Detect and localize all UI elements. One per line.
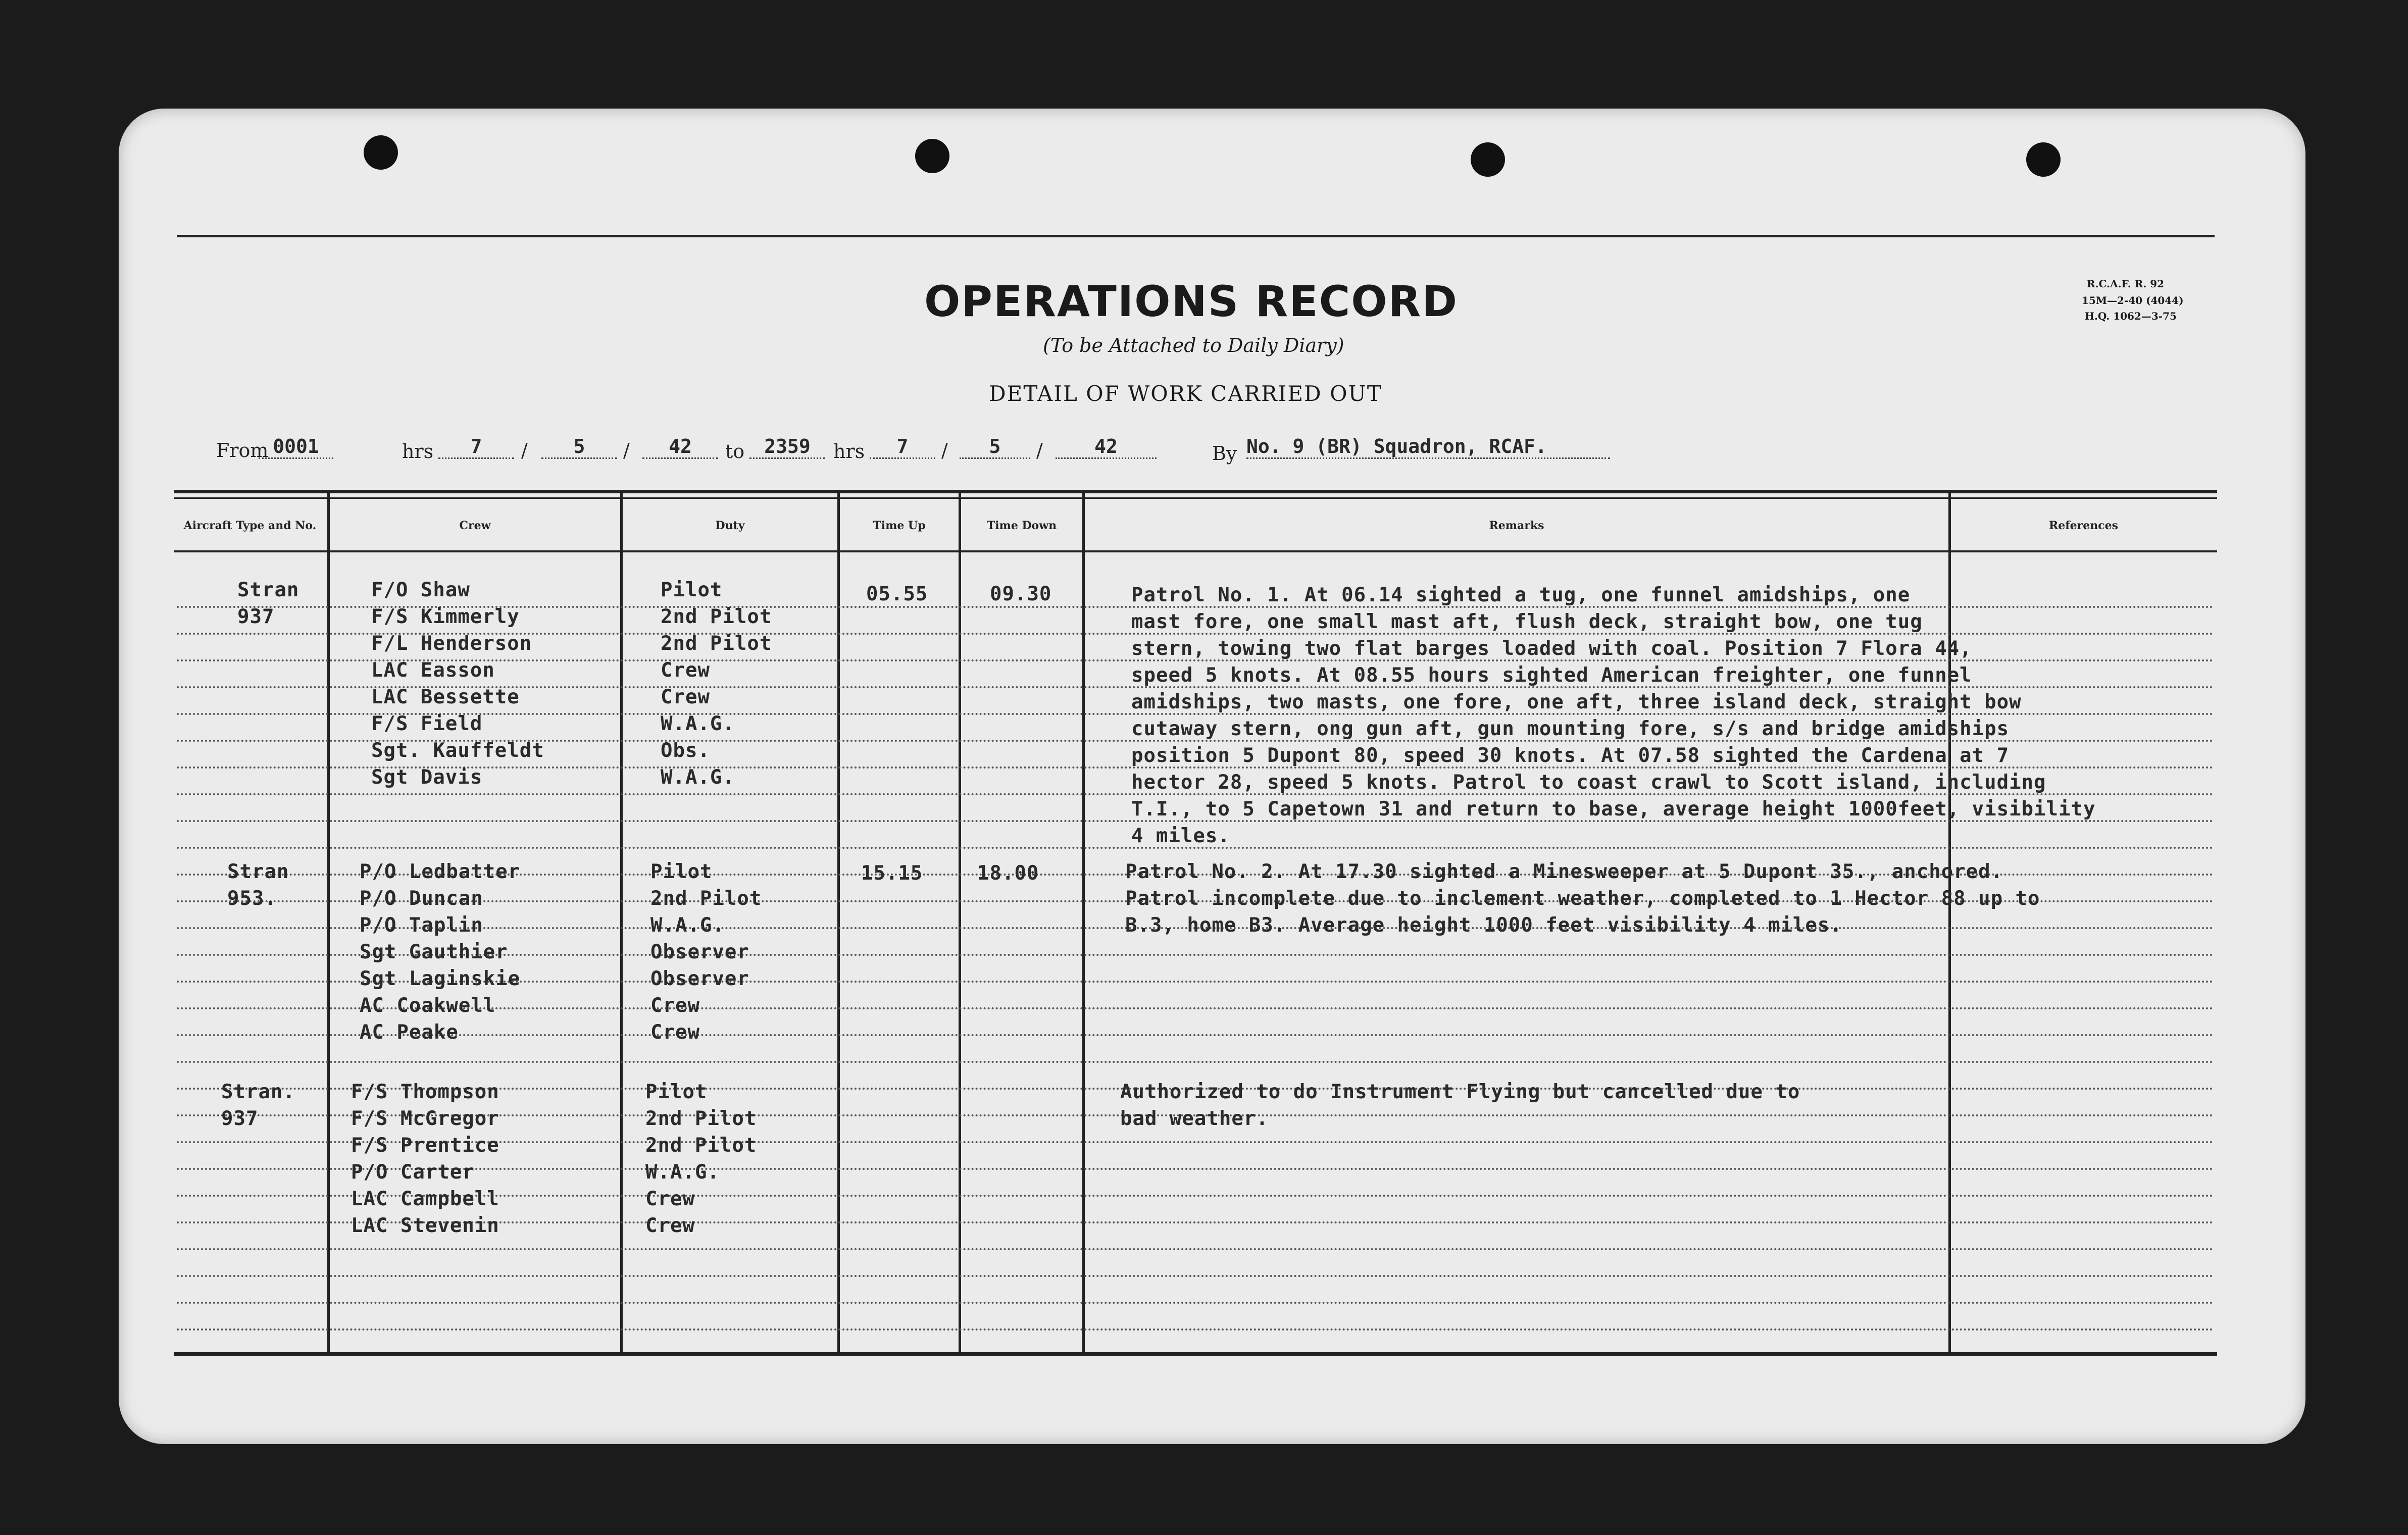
crew-member: F/L Henderson — [371, 632, 532, 655]
entry-1-aircraft — [237, 577, 299, 630]
to-label: to — [725, 440, 745, 463]
crew-member: P/O Taplin — [360, 914, 483, 937]
remark-line: position 5 Dupont 80, speed 30 knots. At 07.58 sighted the Cardena at 7 — [1131, 744, 2010, 767]
from-slash-1: / — [521, 439, 528, 462]
entry-1-time-up: 05.55 — [866, 583, 928, 605]
col-header-duty: Duty — [715, 519, 745, 532]
col-header-references: References — [2048, 519, 2119, 532]
ruled-line — [177, 1275, 2215, 1277]
to-time: 2359 — [749, 435, 825, 459]
remark-line: amidships, two masts, one fore, one aft, three island deck, straight bow — [1131, 691, 2022, 713]
duty: Pilot — [645, 1081, 708, 1103]
entry-2-time-up: 15.15 — [861, 862, 923, 885]
table-top-rule — [174, 490, 2217, 493]
aircraft-type: Stran — [227, 860, 289, 883]
crew-member: P/O Duncan — [360, 887, 483, 910]
crew-member: LAC Campbell — [351, 1188, 499, 1210]
to-year: 42 — [1056, 435, 1157, 459]
duty: Crew — [650, 1021, 700, 1044]
top-rule — [177, 235, 2215, 237]
from-time: 0001 — [259, 435, 333, 459]
table-bottom-rule — [174, 1352, 2217, 1356]
remark-line: hector 28, speed 5 knots. Patrol to coast crawl to Scott island, including — [1131, 771, 2046, 794]
entry-1-crew — [371, 577, 544, 791]
duty: Observer — [650, 941, 749, 963]
duty: Crew — [661, 686, 710, 708]
col-divider-1 — [327, 492, 330, 1353]
col-header-time-down: Time Down — [986, 519, 1057, 532]
entry-3-duty — [645, 1079, 757, 1239]
remark-line: cutaway stern, ong gun aft, gun mounting fore, s/s and bridge amidships — [1131, 718, 2010, 740]
aircraft-number: 937 — [237, 605, 275, 628]
duty: W.A.G. — [645, 1161, 720, 1184]
from-slash-2: / — [623, 439, 630, 462]
crew-member: LAC Stevenin — [351, 1214, 499, 1237]
aircraft-number: 953. — [227, 887, 277, 910]
entry-3-crew — [351, 1079, 499, 1239]
remark-line: Patrol incomplete due to inclement weather, completed to 1 Hector 88 up to — [1125, 887, 2040, 910]
col-header-time-up: Time Up — [873, 519, 926, 532]
entry-2-remarks — [1125, 858, 2040, 939]
remark-line: 4 miles. — [1131, 825, 1230, 847]
duty: Crew — [661, 659, 710, 682]
col-divider-2 — [620, 492, 623, 1353]
form-id-2: 15M—2-40 (4044) — [2082, 294, 2184, 306]
remark-line: T.I., to 5 Capetown 31 and return to base, average height 1000feet, visibility — [1131, 798, 2096, 821]
remark-line: Patrol No. 1. At 06.14 sighted a tug, one funnel amidships, one — [1131, 584, 1911, 606]
ruled-line — [177, 1328, 2215, 1331]
entry-1-time-down: 09.30 — [990, 583, 1052, 605]
aircraft-type: Stran — [237, 579, 299, 601]
remark-line: Authorized to do Instrument Flying but cancelled due to — [1120, 1081, 1800, 1103]
duty: Obs. — [661, 739, 710, 762]
crew-member: Sgt Davis — [371, 766, 483, 789]
page-subtitle: (To be Attached to Daily Diary) — [1043, 334, 1344, 356]
duty: Crew — [645, 1188, 695, 1210]
from-year: 42 — [642, 435, 718, 459]
from-label: From — [216, 439, 269, 462]
duty: Crew — [645, 1214, 695, 1237]
crew-member: F/S Thompson — [351, 1081, 499, 1103]
to-day: 7 — [870, 435, 935, 459]
to-month: 5 — [960, 435, 1030, 459]
duty: W.A.G. — [661, 766, 735, 789]
col-header-remarks: Remarks — [1489, 519, 1544, 532]
crew-member: P/O Carter — [351, 1161, 475, 1184]
crew-member: LAC Easson — [371, 659, 495, 682]
crew-member: F/S McGregor — [351, 1107, 499, 1130]
ruled-line — [177, 1061, 2215, 1063]
duty: 2nd Pilot — [650, 887, 762, 910]
duty: 2nd Pilot — [645, 1134, 757, 1157]
crew-member: F/S Kimmerly — [371, 605, 520, 628]
aircraft-type: Stran. — [221, 1081, 295, 1103]
duty: 2nd Pilot — [661, 605, 772, 628]
crew-member: Sgt Laginskie — [360, 967, 521, 990]
duty: Observer — [650, 967, 749, 990]
crew-member: P/O Ledbatter — [360, 860, 521, 883]
form-id-3: H.Q. 1062—3-75 — [2085, 310, 2177, 322]
duty: Pilot — [650, 860, 713, 883]
col-header-aircraft: Aircraft Type and No. — [183, 519, 317, 532]
entry-2-aircraft — [227, 858, 289, 912]
crew-member: Sgt Gauthier — [360, 941, 508, 963]
crew-member: F/O Shaw — [371, 579, 470, 601]
punch-hole-2 — [915, 139, 949, 173]
duty: 2nd Pilot — [645, 1107, 757, 1130]
remark-line: Patrol No. 2. At 17.30 sighted a Minesweeper at 5 Dupont 35., anchored. — [1125, 860, 2003, 883]
crew-member: F/S Field — [371, 712, 483, 735]
entry-1-remarks — [1131, 582, 2095, 849]
entry-2-duty — [650, 858, 762, 1046]
duty: Pilot — [661, 579, 723, 601]
entry-3-remarks — [1120, 1079, 1800, 1132]
col-divider-3 — [837, 492, 840, 1353]
from-day: 7 — [438, 435, 514, 459]
duty: 2nd Pilot — [661, 632, 772, 655]
page-title: OPERATIONS RECORD — [924, 277, 1459, 326]
to-slash-2: / — [1036, 439, 1043, 462]
punch-hole-1 — [364, 135, 398, 170]
crew-member: Sgt. Kauffeldt — [371, 739, 544, 762]
entry-2-crew — [360, 858, 520, 1046]
punch-hole-3 — [1471, 142, 1505, 177]
from-hrs-label: hrs — [402, 440, 434, 463]
ruled-line — [177, 1248, 2215, 1250]
ruled-line — [177, 1302, 2215, 1304]
entry-1-duty — [661, 577, 772, 791]
duty: W.A.G. — [650, 914, 725, 937]
crew-member: AC Peake — [360, 1021, 459, 1044]
remark-line: B.3, home B3. Average height 1000 feet visibility 4 miles. — [1125, 914, 1842, 937]
duty: Crew — [650, 994, 700, 1017]
to-slash-1: / — [941, 439, 948, 462]
entry-3-aircraft — [221, 1079, 295, 1132]
col-divider-4 — [959, 492, 961, 1353]
col-divider-5 — [1082, 492, 1085, 1353]
form-id-1: R.C.A.F. R. 92 — [2087, 278, 2165, 290]
from-month: 5 — [541, 435, 617, 459]
crew-member: AC Coakwell — [360, 994, 496, 1017]
crew-member: LAC Bessette — [371, 686, 520, 708]
section-heading: DETAIL OF WORK CARRIED OUT — [989, 381, 1382, 406]
col-header-crew: Crew — [459, 519, 491, 532]
header-bottom-rule — [174, 550, 2217, 552]
to-hrs-label: hrs — [833, 440, 865, 463]
by-value: No. 9 (BR) Squadron, RCAF. — [1246, 435, 1610, 459]
entry-2-time-down: 18.00 — [977, 862, 1039, 885]
by-label: By — [1212, 442, 1237, 465]
duty: W.A.G. — [661, 712, 735, 735]
crew-member: F/S Prentice — [351, 1134, 499, 1157]
table-top-rule-thin — [174, 497, 2217, 499]
remark-line: bad weather. — [1120, 1107, 1269, 1130]
punch-hole-4 — [2026, 142, 2061, 177]
remark-line: mast fore, one small mast aft, flush deck, straight bow, one tug — [1131, 610, 1923, 633]
aircraft-number: 937 — [221, 1107, 259, 1130]
remark-line: stern, towing two flat barges loaded with coal. Position 7 Flora 44, — [1131, 637, 1972, 660]
remark-line: speed 5 knots. At 08.55 hours sighted American freighter, one funnel — [1131, 664, 1972, 687]
